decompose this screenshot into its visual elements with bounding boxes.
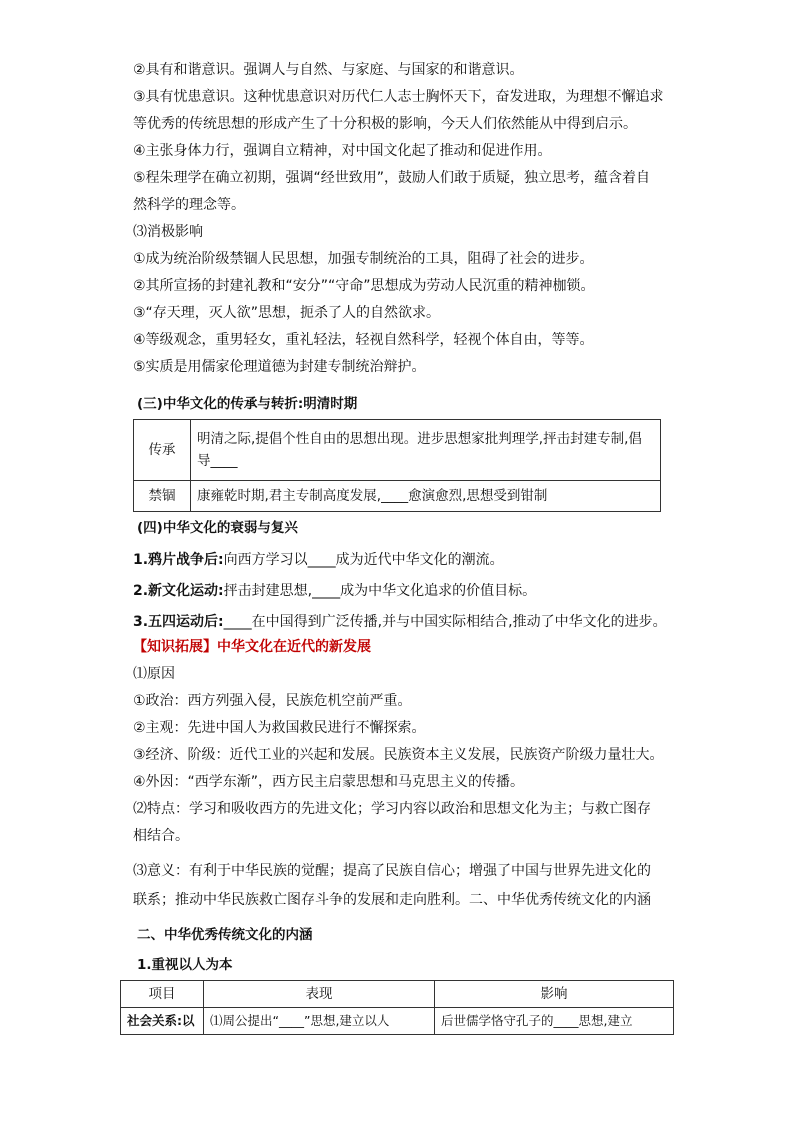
table-row [121, 1008, 674, 1035]
text-line: ⑴原因 [133, 666, 175, 682]
section-title: (四)中华文化的衰弱与复兴 [137, 520, 298, 536]
text-line: ③具有忧患意识。这种忧患意识对历代仁人志士胸怀天下，奋发进取，为理想不懈追求 [133, 89, 664, 105]
table-header-cell: 表现 [204, 981, 435, 1008]
table-header-cell: 项目 [121, 981, 204, 1008]
table-cell [191, 420, 661, 481]
section3-table [133, 419, 661, 512]
item-text: 向西方学习以____成为近代中华文化的潮流。 [223, 552, 504, 568]
table-cell-label: 传承 [134, 420, 191, 481]
text-line: ②具有和谐意识。强调人与自然、与家庭、与国家的和谐意识。 [133, 62, 524, 78]
text-line: ④主张身体力行，强调自立精神，对中国文化起了推动和促进作用。 [133, 143, 552, 159]
item-head: 3.五四运动后: [133, 614, 224, 630]
item-text: ____在中国得到广泛传播,并与中国实际相结合,推动了中华文化的进步。 [223, 614, 667, 630]
cell-line: 导____ [197, 453, 238, 469]
part2-table [120, 980, 674, 1035]
section-title: (三)中华文化的传承与转折:明清时期 [137, 396, 358, 412]
table-cell-label: 禁锢 [134, 481, 191, 512]
table-cell: 康雍乾时期,君主专制高度发展,____愈演愈烈,思想受到钳制 [191, 481, 661, 512]
item-head: 2.新文化运动: [133, 583, 224, 599]
text-line: 然科学的理念等。 [133, 197, 245, 213]
text-line: ④外因：“西学东渐”，西方民主启蒙思想和马克思主义的传播。 [133, 774, 525, 790]
text-line: ⑵特点：学习和吸收西方的先进文化；学习内容以政治和思想文化为主；与救亡图存 [133, 801, 651, 817]
table-cell: 后世儒学恪守孔子的____思想,建立 [435, 1008, 674, 1035]
text-line: ①成为统治阶级禁锢人民思想，加强专制统治的工具，阻碍了社会的进步。 [133, 251, 594, 267]
expand-title: 【知识拓展】中华文化在近代的新发展 [133, 639, 371, 655]
text-line: ③经济、阶级：近代工业的兴起和发展。民族资本主义发展，民族资产阶级力量壮大。 [133, 747, 664, 763]
cell-line: 明清之际,提倡个性自由的思想出现。进步思想家批判理学,抨击封建专制,倡 [197, 431, 642, 447]
text-line: ⑤程朱理学在确立初期，强调“经世致用”，鼓励人们敢于质疑，独立思考，蕴含着自 [133, 170, 651, 186]
text-line: ②其所宣扬的封建礼教和“安分”“守命”思想成为劳动人民沉重的精神枷锁。 [133, 278, 595, 294]
text-line: ⑤实质是用儒家伦理道德为封建专制统治辩护。 [133, 359, 426, 375]
table-cell: ⑴周公提出“____”思想,建立以人 [204, 1008, 435, 1035]
table-row [134, 481, 661, 512]
text-line: ③“存天理，灭人欲”思想，扼杀了人的自然欲求。 [133, 305, 441, 321]
text-line: ⑶意义：有利于中华民族的觉醒；提高了民族自信心；增强了中国与世界先进文化的 [133, 863, 651, 879]
text-line: 联系；推动中华民族救亡图存斗争的发展和走向胜利。二、中华优秀传统文化的内涵 [133, 892, 651, 908]
text-line: ④等级观念，重男轻女，重礼轻法，轻视自然科学，轻视个体自由，等等。 [133, 332, 594, 348]
list-item [133, 581, 536, 601]
text-line: ①政治：西方列强入侵，民族危机空前严重。 [133, 693, 412, 709]
text-line: ②主观：先进中国人为救国救民进行不懈探索。 [133, 720, 426, 736]
table-header-cell: 影响 [435, 981, 674, 1008]
part-title: 二、中华优秀传统文化的内涵 [137, 927, 313, 943]
list-item [133, 550, 504, 570]
table-row [134, 420, 661, 481]
item-text: 抨击封建思想,____成为中华文化追求的价值目标。 [223, 583, 537, 599]
list-item [133, 612, 667, 632]
item-head: 1.鸦片战争后: [133, 552, 224, 568]
text-line: 相结合。 [133, 828, 189, 844]
table-cell: 社会关系:以 [121, 1008, 204, 1035]
text-line: 等优秀的传统思想的形成产生了十分积极的影响，今天人们依然能从中得到启示。 [133, 116, 637, 132]
text-line: ⑶消极影响 [133, 224, 203, 240]
part-subtitle: 1.重视以人为本 [137, 957, 233, 973]
table-header-row [121, 981, 674, 1008]
